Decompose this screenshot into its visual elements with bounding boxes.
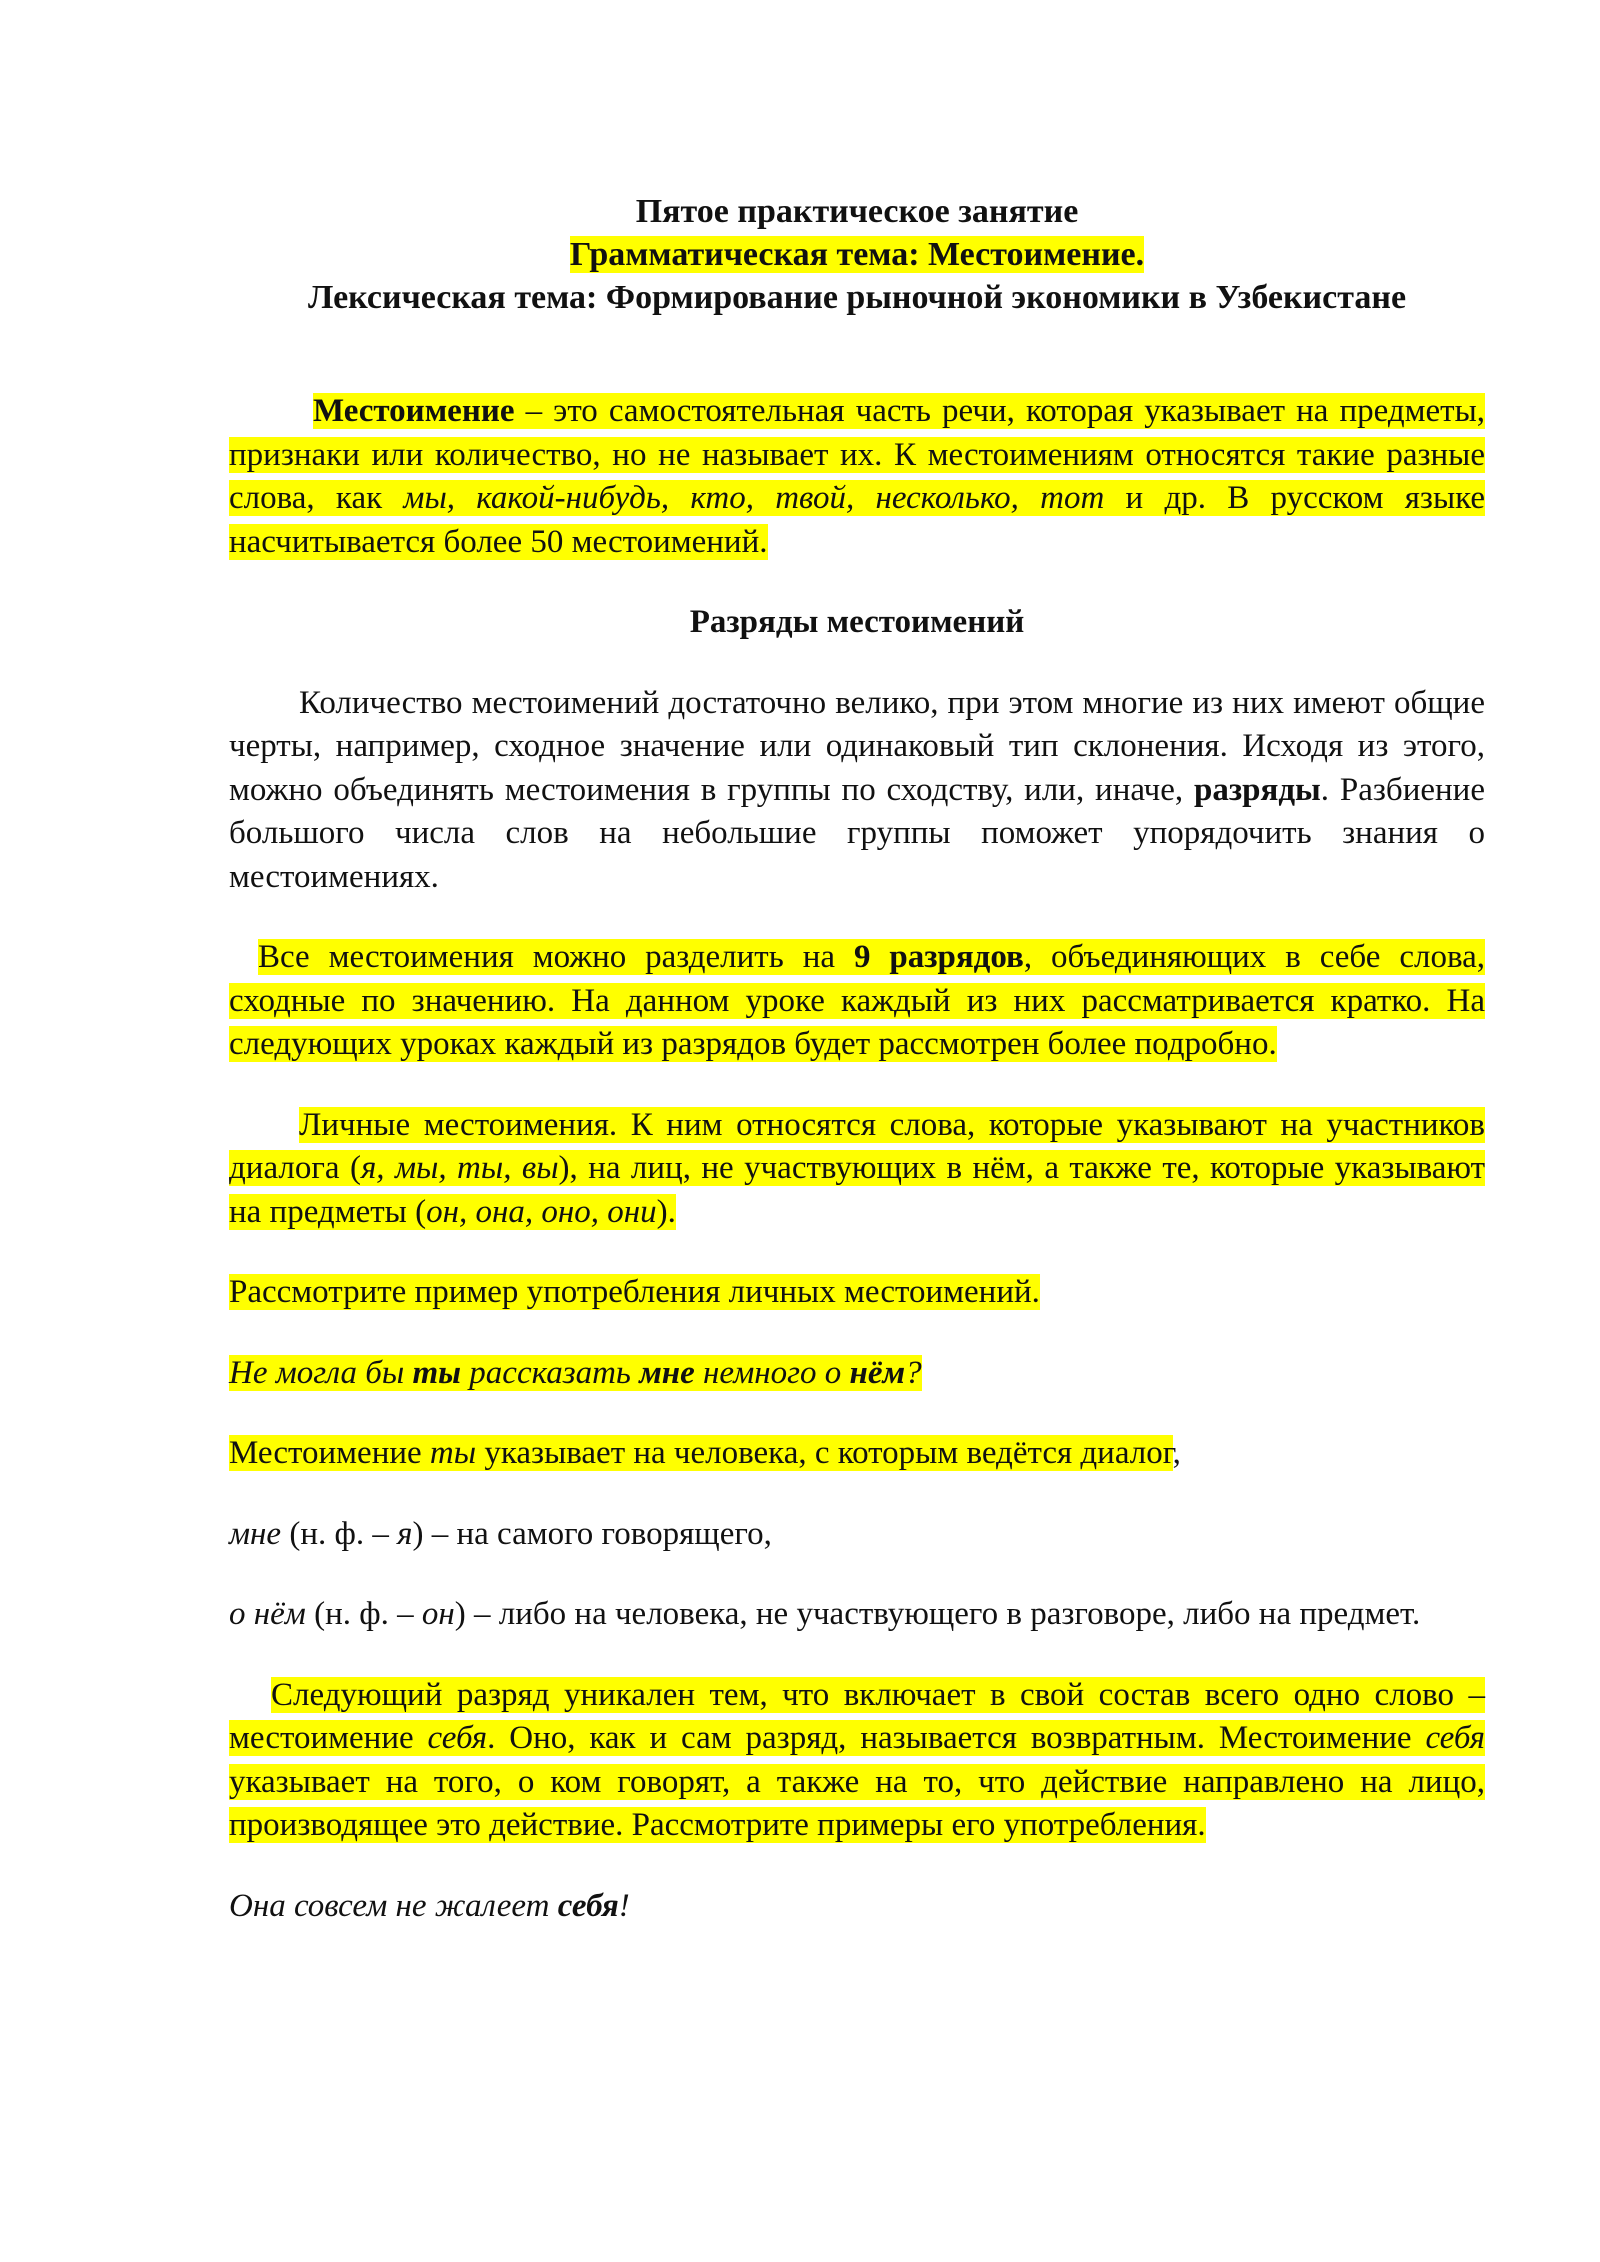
explain-ty-line xyxy=(229,1432,1485,1476)
explain-mne-italic-2: я xyxy=(397,1515,413,1552)
definition-paragraph xyxy=(229,390,1485,564)
explain-ty-highlight xyxy=(229,1435,1173,1471)
reflexive-italic-2: себя xyxy=(1425,1720,1485,1756)
section-heading: Разряды местоимений xyxy=(689,604,1025,640)
definition-text-2: и др. В русском языке насчитывается более 50 местоимений. xyxy=(229,480,1485,560)
reflexive-example-bold: себя xyxy=(557,1887,619,1924)
personal-text-3: ). xyxy=(656,1193,676,1230)
title-line-2-text: Грамматическая тема: Местоимение. xyxy=(569,236,1145,273)
nine-classes-paragraph xyxy=(229,936,1485,1067)
definition-highlight xyxy=(229,393,1485,560)
explain-ty-italic: ты xyxy=(429,1435,477,1471)
reflexive-example xyxy=(229,1885,1485,1929)
explain-nem-italic-2: он xyxy=(421,1596,455,1632)
quantity-text-1: Количество местоимений достаточно велико, при этом многие из них имеют общие черты, например, сходное значение или одинаковый тип склонения. Исходя из этого, можно объединять местоимения в группы по сходству, или, иначе, xyxy=(229,684,1485,808)
explain-mne-text-1: (н. ф. – xyxy=(281,1515,398,1552)
explain-ty-text-2: указывает на человека, с которым ведётся диалог xyxy=(476,1435,1173,1471)
reflexive-example-part-2: ! xyxy=(618,1887,630,1924)
spacer xyxy=(229,1848,1485,1885)
consider-example-line xyxy=(229,1271,1485,1315)
explain-nem-paragraph xyxy=(229,1593,1485,1637)
explain-mne-line xyxy=(229,1513,1485,1557)
title-line-1: Пятое практическое занятие xyxy=(635,193,1079,230)
explain-mne-text-2: ) – на самого говорящего, xyxy=(412,1515,772,1552)
nine-text-2: , объединяющих в себе слова, сходные по значению. На данном уроке каждый из них рассматривается кратко. На следующих уроках каждый из разрядов будет рассмотрен более подробно. xyxy=(229,939,1485,1062)
title-block xyxy=(229,190,1485,319)
quantity-paragraph xyxy=(229,682,1485,900)
nine-text-1: Все местоимения можно разделить на xyxy=(258,939,854,975)
reflexive-text-2: . Оно, как и сам разряд, называется возвратным. Местоимение xyxy=(487,1720,1426,1756)
spacer xyxy=(229,319,1485,390)
spacer xyxy=(229,1476,1485,1513)
spacer xyxy=(229,645,1485,682)
explain-mne-italic-1: мне xyxy=(229,1515,282,1552)
example-part-2: рассказать xyxy=(461,1354,640,1391)
spacer xyxy=(229,564,1485,601)
title-line-3: Лексическая тема: Формирование рыночной экономики в Узбекистане xyxy=(307,279,1407,316)
definition-text-1: – это самостоятельная часть речи, которая указывает на предметы, признаки или количество, но не называет их. К местоимениям относятся такие разные слова, как xyxy=(229,393,1485,516)
personal-examples-2: он, она, оно, они xyxy=(426,1193,657,1230)
personal-text-1: Личные местоимения. К ним относятся слова, которые указывают на участников диалога ( xyxy=(229,1106,1485,1186)
definition-examples: мы, какой-нибудь, кто, твой, несколько, тот xyxy=(403,480,1105,516)
example-bold-1: ты xyxy=(412,1354,462,1391)
spacer xyxy=(229,1395,1485,1432)
personal-examples-1: я, мы, ты, вы xyxy=(360,1150,559,1186)
example-bold-3: нём xyxy=(849,1354,906,1391)
spacer xyxy=(229,1234,1485,1271)
reflexive-example-part-1: Она совсем не жалеет xyxy=(229,1887,558,1924)
quantity-text-2: . Разбиение большого числа слов на небольшие группы поможет упорядочить знания о местоимениях. xyxy=(229,771,1485,895)
spacer xyxy=(229,1637,1485,1674)
reflexive-highlight xyxy=(229,1677,1485,1844)
personal-highlight xyxy=(229,1107,1485,1230)
explain-nem-text-2: ) – либо на человека, не участвующего в разговоре, либо на предмет. xyxy=(454,1596,1421,1632)
explain-nem-italic-1: о нём xyxy=(229,1596,306,1632)
explain-nem-text-1: (н. ф. – xyxy=(305,1596,422,1632)
example-part-1: Не могла бы xyxy=(229,1354,413,1391)
explain-ty-text-1: Местоимение xyxy=(229,1435,430,1471)
definition-term: Местоимение xyxy=(313,393,515,429)
example-part-4: ? xyxy=(905,1354,922,1391)
explain-ty-tail: , xyxy=(1172,1435,1181,1471)
reflexive-text-3: указывает на того, о ком говорят, а также на то, что действие направлено на лицо, производящее это действие. Рассмотрите примеры его употребления. xyxy=(229,1763,1485,1843)
spacer xyxy=(229,1556,1485,1593)
example-sentence-highlight xyxy=(229,1355,922,1391)
nine-bold: 9 разрядов xyxy=(853,939,1024,975)
example-bold-2: мне xyxy=(639,1354,695,1391)
spacer xyxy=(229,1315,1485,1352)
quantity-bold: разряды xyxy=(1194,771,1321,808)
personal-text-2: ), на лиц, не участвующих в нём, а также те, которые указывают на предметы ( xyxy=(229,1150,1486,1230)
spacer xyxy=(229,1067,1485,1104)
example-sentence xyxy=(229,1352,1485,1396)
reflexive-italic-1: себя xyxy=(427,1720,488,1756)
consider-example-text: Рассмотрите пример употребления личных местоимений. xyxy=(229,1274,1040,1310)
spacer xyxy=(229,899,1485,936)
example-part-3: немного о xyxy=(694,1354,850,1391)
document-content xyxy=(229,190,1485,1928)
nine-classes-highlight xyxy=(229,939,1485,1062)
personal-paragraph xyxy=(229,1104,1485,1235)
title-line-2 xyxy=(229,233,1485,276)
reflexive-paragraph xyxy=(229,1674,1485,1848)
reflexive-text-1: Следующий разряд уникален тем, что включает в свой состав всего одно слово – местоимение xyxy=(229,1676,1485,1756)
